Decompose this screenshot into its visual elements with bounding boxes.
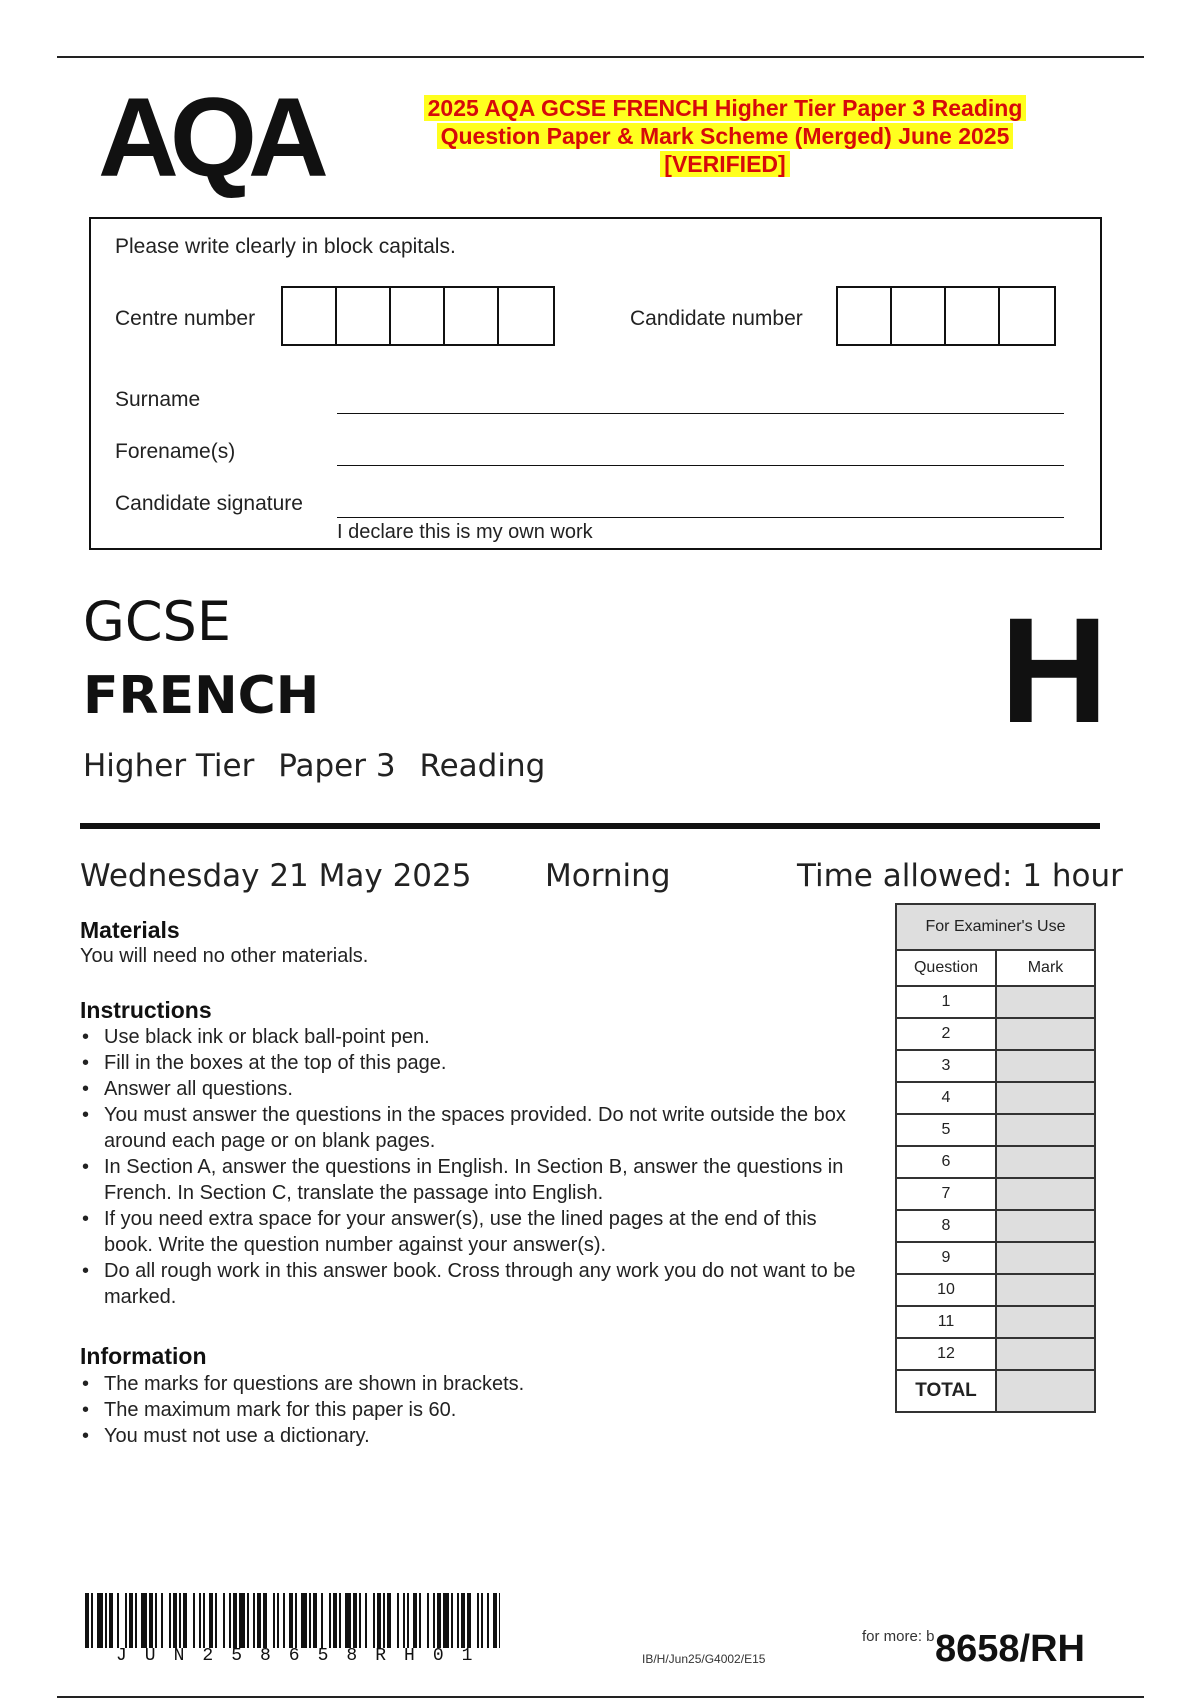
table-row xyxy=(896,1082,1095,1114)
centre-number-boxes[interactable] xyxy=(281,286,555,346)
table-row xyxy=(896,1018,1095,1050)
question-number: 3 xyxy=(896,1050,996,1082)
signature-label: Candidate signature xyxy=(115,492,303,515)
candidate-digit-box[interactable] xyxy=(892,288,946,344)
qualification-title: GCSE xyxy=(83,590,231,653)
question-number: 11 xyxy=(896,1306,996,1338)
question-number: 7 xyxy=(896,1178,996,1210)
table-row xyxy=(896,986,1095,1018)
source-note: for more: b xyxy=(862,1628,935,1645)
table-row xyxy=(896,1146,1095,1178)
barcode xyxy=(85,1593,500,1648)
mark-cell xyxy=(996,1018,1095,1050)
instruction-item: • In Section A, answer the questions in English. In Section B, answer the questions in French. In Section C, translate the passage into English. xyxy=(80,1154,870,1206)
table-row xyxy=(896,1242,1095,1274)
mark-cell xyxy=(996,1338,1095,1370)
instruction-item: • Answer all questions. xyxy=(80,1076,870,1102)
document-reference: IB/H/Jun25/G4002/E15 xyxy=(642,1652,766,1666)
banner-line-1: 2025 AQA GCSE FRENCH Higher Tier Paper 3 Reading xyxy=(424,95,1027,121)
paper-code: 8658/RH xyxy=(935,1628,1085,1670)
instruction-item: • You must answer the questions in the spaces provided. Do not write outside the box around each page or on blank pages. xyxy=(80,1102,870,1154)
table-row xyxy=(896,1274,1095,1306)
exam-date: Wednesday 21 May 2025 xyxy=(80,858,472,894)
table-row xyxy=(896,1306,1095,1338)
information-item: • The maximum mark for this paper is 60. xyxy=(80,1397,870,1423)
question-number: 12 xyxy=(896,1338,996,1370)
mark-cell xyxy=(996,986,1095,1018)
examiner-use-table xyxy=(895,903,1096,1413)
instruction-item: • Fill in the boxes at the top of this page. xyxy=(80,1050,870,1076)
candidate-details-box xyxy=(89,217,1102,550)
signature-line[interactable] xyxy=(337,517,1064,518)
title-divider xyxy=(80,823,1100,829)
mark-cell xyxy=(996,1050,1095,1082)
declaration-text: I declare this is my own work xyxy=(337,521,593,543)
question-number: 9 xyxy=(896,1242,996,1274)
candidate-digit-box[interactable] xyxy=(838,288,892,344)
centre-digit-box[interactable] xyxy=(445,288,499,344)
mark-cell xyxy=(996,1178,1095,1210)
question-number: 4 xyxy=(896,1082,996,1114)
aqa-logo: AQA xyxy=(98,75,320,200)
time-allowed: Time allowed: 1 hour xyxy=(797,858,1123,894)
candidate-number-boxes[interactable] xyxy=(836,286,1056,346)
centre-digit-box[interactable] xyxy=(391,288,445,344)
centre-digit-box[interactable] xyxy=(337,288,391,344)
table-row xyxy=(896,1114,1095,1146)
materials-heading: Materials xyxy=(80,917,180,943)
surname-label: Surname xyxy=(115,388,201,411)
mark-cell xyxy=(996,1114,1095,1146)
question-number: 10 xyxy=(896,1274,996,1306)
mark-cell xyxy=(996,1242,1095,1274)
mark-cell xyxy=(996,1082,1095,1114)
mark-cell xyxy=(996,1306,1095,1338)
question-number: 5 xyxy=(896,1114,996,1146)
information-item: • You must not use a dictionary. xyxy=(80,1423,870,1449)
mark-column-header: Mark xyxy=(996,950,1095,986)
question-number: 2 xyxy=(896,1018,996,1050)
forename-label: Forename(s) xyxy=(115,440,236,463)
forename-line[interactable] xyxy=(337,465,1064,466)
exam-session: Morning xyxy=(545,858,671,894)
materials-text: You will need no other materials. xyxy=(80,945,369,967)
table-row xyxy=(896,1178,1095,1210)
instruction-item: • Use black ink or black ball-point pen. xyxy=(80,1024,870,1050)
mark-cell xyxy=(996,1146,1095,1178)
question-number: 8 xyxy=(896,1210,996,1242)
title-banner xyxy=(400,94,1050,178)
paper-number: Paper 3 xyxy=(278,748,396,784)
information-item: • The marks for questions are shown in brackets. xyxy=(80,1371,870,1397)
banner-line-2: Question Paper & Mark Scheme (Merged) June 2025 xyxy=(437,123,1014,149)
mark-cell xyxy=(996,1210,1095,1242)
instruction-item: • If you need extra space for your answer(s), use the lined pages at the end of this book. Write the question number against your answer(s). xyxy=(80,1206,870,1258)
instructions-heading: Instructions xyxy=(80,997,212,1023)
centre-number-label: Centre number xyxy=(115,307,256,330)
question-number: 1 xyxy=(896,986,996,1018)
tier-letter: H xyxy=(1000,586,1109,754)
information-heading: Information xyxy=(80,1343,207,1369)
information-list xyxy=(80,1371,870,1449)
block-capitals-instruction: Please write clearly in block capitals. xyxy=(115,235,456,258)
total-mark-cell xyxy=(996,1370,1095,1412)
table-row xyxy=(896,1338,1095,1370)
total-label: TOTAL xyxy=(896,1370,996,1412)
table-row xyxy=(896,1050,1095,1082)
question-number: 6 xyxy=(896,1146,996,1178)
total-row xyxy=(896,1370,1095,1412)
candidate-number-label: Candidate number xyxy=(630,307,803,330)
table-row xyxy=(896,1210,1095,1242)
centre-digit-box[interactable] xyxy=(499,288,553,344)
mark-cell xyxy=(996,1274,1095,1306)
barcode-text: JUN258658RH01 xyxy=(116,1646,491,1666)
top-rule xyxy=(57,56,1144,58)
candidate-digit-box[interactable] xyxy=(946,288,1000,344)
instructions-list xyxy=(80,1024,870,1310)
candidate-digit-box[interactable] xyxy=(1000,288,1054,344)
paper-subtitle xyxy=(83,748,559,784)
surname-line[interactable] xyxy=(337,413,1064,414)
subject-title: FRENCH xyxy=(83,666,320,726)
instruction-item: • Do all rough work in this answer book. Cross through any work you do not want to be marked. xyxy=(80,1258,870,1310)
banner-line-3: [VERIFIED] xyxy=(660,151,789,177)
centre-digit-box[interactable] xyxy=(283,288,337,344)
question-column-header: Question xyxy=(896,950,996,986)
tier-name: Higher Tier xyxy=(83,748,255,784)
bottom-rule xyxy=(57,1696,1144,1698)
examiner-table-title: For Examiner's Use xyxy=(896,904,1095,950)
component-name: Reading xyxy=(419,748,546,784)
